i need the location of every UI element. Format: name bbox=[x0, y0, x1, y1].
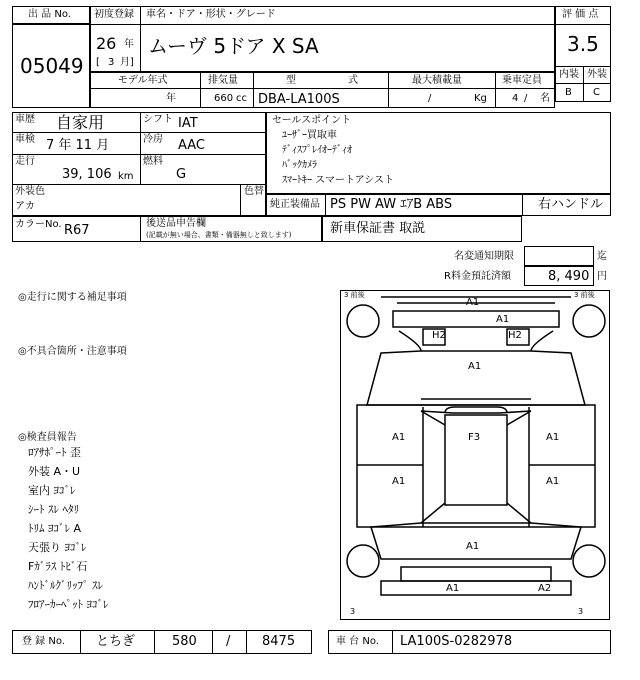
sales-point-line: ﾃﾞｨｽﾌﾟﾚｲｵｰﾃﾞｨｵ bbox=[282, 145, 352, 156]
inspector-line: 室内 ﾖｺﾞﾚ bbox=[28, 484, 76, 497]
displacement-unit: cc bbox=[236, 93, 247, 104]
corner-label-bottom-right: 3 bbox=[578, 607, 584, 616]
inspector-line: 天張り ﾖｺﾞﾚ bbox=[28, 541, 87, 554]
inspector-line: ﾄﾘﾑ ﾖｺﾞﾚ A bbox=[28, 522, 82, 535]
color: アカ bbox=[15, 201, 35, 212]
inspector-line: ｼｰﾄ ｽﾚ ﾍﾀﾘ bbox=[28, 503, 79, 516]
chassis-label: 車 台 No. bbox=[336, 636, 379, 647]
sales-point-line: ｽﾏｰﾄｷｰ スマートアシスト bbox=[282, 175, 394, 186]
displacement-label: 排気量 bbox=[208, 75, 238, 86]
reg-place: とちぎ bbox=[96, 634, 136, 649]
inspector-title: ◎検査員報告 bbox=[18, 432, 77, 443]
reg-no-label: 登 録 No. bbox=[22, 636, 65, 647]
defect-title: ◎不具合箇所・注意事項 bbox=[18, 346, 127, 357]
mark-left-rear-door: A1 bbox=[392, 476, 406, 487]
displacement: 660 bbox=[214, 93, 234, 104]
mark-front-panel: A1 bbox=[496, 314, 510, 325]
mark-left-front-fender: A1 bbox=[392, 432, 406, 443]
reg-number: 8475 bbox=[262, 634, 296, 649]
mark-hood: A1 bbox=[468, 361, 482, 372]
mileage: 39, 106 bbox=[62, 167, 112, 182]
chassis-number: LA100S-0282978 bbox=[400, 634, 513, 649]
sales-points-title: セールスポイント bbox=[272, 115, 352, 126]
reg-month-unit: 月] bbox=[120, 57, 134, 68]
mark-front-bumper: A1 bbox=[466, 297, 480, 308]
capacity-label: 乗車定員 bbox=[502, 75, 542, 86]
warranty: 新車保証書 取説 bbox=[330, 221, 426, 236]
history: 自家用 bbox=[56, 113, 105, 132]
inspection-label: 車検 bbox=[15, 134, 35, 145]
color-label: 外装色 bbox=[15, 186, 45, 197]
name-change-label: 名変通知期限 bbox=[454, 251, 514, 262]
recycle-unit: 円 bbox=[597, 271, 607, 282]
mileage-label: 走行 bbox=[15, 156, 35, 167]
name-change-unit: 迄 bbox=[597, 251, 607, 262]
model-year-label: モデル年式 bbox=[118, 75, 168, 86]
sales-point-line: ﾕｰｻﾞｰ買取車 bbox=[282, 130, 337, 141]
car-name: ムーヴ 5ドア X SA bbox=[148, 34, 319, 58]
shift-label: シフト bbox=[143, 114, 173, 125]
corner-label-top-right: 3 前後 bbox=[574, 291, 595, 299]
mark-roof: F3 bbox=[468, 432, 481, 443]
equipment-label: 純正装備品 bbox=[270, 199, 320, 210]
reg-year: 26 bbox=[96, 34, 117, 53]
corner-label-bottom-left: 3 bbox=[350, 607, 356, 616]
score-label: 評 価 点 bbox=[562, 9, 599, 20]
corner-label-top-left: 3 前後 bbox=[344, 291, 365, 299]
car-outline bbox=[341, 291, 611, 621]
inspector-line: ﾛｱｻﾎﾟｰﾄ 歪 bbox=[28, 446, 81, 459]
mark-right-front-fender: A1 bbox=[546, 432, 560, 443]
ac: AAC bbox=[178, 138, 205, 153]
inspector-line: ﾊﾝﾄﾞﾙｸﾞﾘｯﾌﾟ ｽﾚ bbox=[28, 579, 103, 592]
score-value: 3.5 bbox=[567, 32, 599, 56]
reg-month-open: [ bbox=[96, 57, 100, 68]
car-diagram bbox=[340, 290, 610, 620]
mark-rear-bumper-right: A2 bbox=[538, 583, 552, 594]
interior-grade: B bbox=[565, 87, 572, 98]
reg-label: 初度登録 bbox=[94, 9, 134, 20]
postreg-note: (記載が無い場合、書類・備器無しと致します) bbox=[146, 231, 292, 239]
sales-point-line: ﾊﾞｯｸｶﾒﾗ bbox=[282, 160, 317, 171]
lot-number: 05049 bbox=[20, 54, 84, 78]
model-year-unit: 年 bbox=[166, 93, 176, 104]
exterior-grade: C bbox=[593, 87, 600, 98]
history-label: 車歴 bbox=[15, 114, 35, 125]
lot-label: 出 品 No. bbox=[28, 9, 71, 20]
color-no: R67 bbox=[64, 223, 90, 238]
repaint-label: 色替 bbox=[244, 186, 264, 197]
name-label: 車名・ドア・形状・グレード bbox=[146, 9, 276, 20]
reg-sep: / bbox=[226, 634, 231, 649]
ac-label: 冷房 bbox=[143, 134, 163, 145]
exterior-label: 外装 bbox=[587, 69, 607, 80]
color-no-label: カラーNo. bbox=[15, 219, 62, 230]
load-label: 最大積載量 bbox=[412, 75, 462, 86]
mark-rear-bumper-left: A1 bbox=[446, 583, 460, 594]
mileage-unit: km bbox=[118, 171, 134, 182]
inspection: 7 年 11 月 bbox=[46, 138, 110, 153]
fuel-label: 燃料 bbox=[143, 156, 163, 167]
mark-headlamp-right: H2 bbox=[508, 330, 522, 341]
model-type: DBA-LA100S bbox=[258, 92, 340, 107]
mark-right-rear-door: A1 bbox=[546, 476, 560, 487]
postreg-label: 後送品申告欄 bbox=[146, 218, 206, 229]
name-change-box bbox=[524, 246, 594, 266]
recycle-value: 8, 490 bbox=[548, 269, 590, 284]
reg-month: 3 bbox=[108, 57, 115, 68]
mark-back-door: A1 bbox=[466, 541, 480, 552]
capacity-unit: 名 bbox=[540, 93, 550, 104]
handle-side: 右ハンドル bbox=[538, 197, 604, 212]
load-unit: Kg bbox=[474, 93, 487, 104]
type-label-2: 式 bbox=[348, 75, 358, 86]
load-sep: / bbox=[428, 93, 432, 104]
capacity: 4 bbox=[512, 93, 519, 104]
reg-class: 580 bbox=[172, 634, 197, 649]
inspector-line: Fｶﾞﾗｽ ﾄﾋﾞ石 bbox=[28, 560, 88, 573]
recycle-label: R料金預託済額 bbox=[444, 271, 511, 282]
shift: IAT bbox=[178, 116, 198, 131]
reg-year-unit: 年 bbox=[124, 39, 134, 50]
supplement-title: ◎走行に関する補足事項 bbox=[18, 292, 127, 303]
inspector-line: ﾌﾛｱｰｶｰﾍﾟｯﾄ ﾖｺﾞﾚ bbox=[28, 598, 109, 611]
capacity-sep: / bbox=[524, 93, 528, 104]
details-block bbox=[12, 112, 266, 216]
type-label: 型 bbox=[286, 75, 296, 86]
fuel: G bbox=[176, 167, 187, 182]
interior-label: 内装 bbox=[559, 69, 579, 80]
inspector-line: 外装 A・U bbox=[28, 465, 81, 478]
mark-headlamp-left: H2 bbox=[432, 330, 446, 341]
equipment-value: PS PW AW ｴｱB ABS bbox=[330, 197, 453, 212]
